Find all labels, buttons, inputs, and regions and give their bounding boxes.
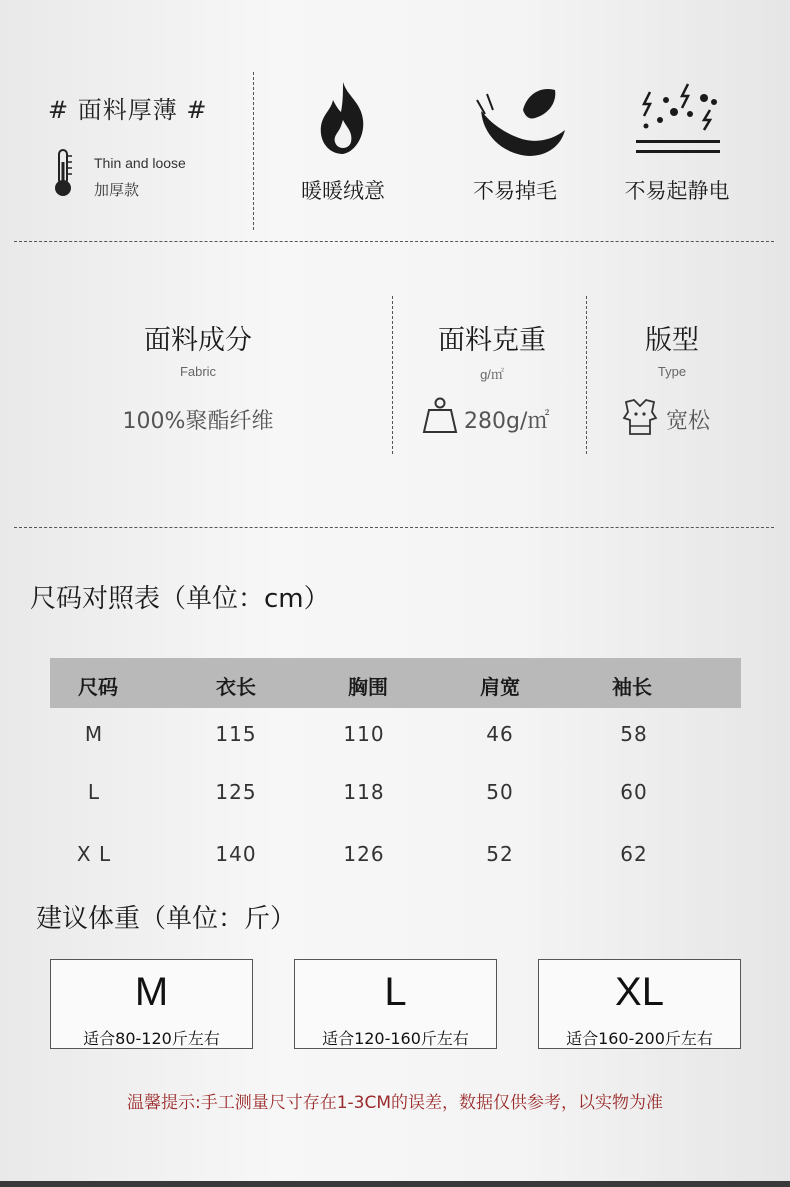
weight-box-range: 适合120-160斤左右 (322, 1029, 469, 1048)
feature-anti-static-label: 不易起静电 (624, 179, 730, 203)
cell-shoulder: 46 (486, 722, 514, 746)
weight-guide-title: 建议体重（单位：斤） (36, 904, 297, 934)
loose-fit-icon (622, 396, 658, 436)
header-shoulder: 肩宽 (480, 675, 520, 699)
feature-anti-static (602, 80, 752, 160)
weight-box-size: XL (615, 970, 664, 1014)
weight-value: 280g/㎡ (464, 409, 550, 434)
feather-icon (473, 80, 569, 160)
cell-sleeve: 62 (620, 842, 648, 866)
thermometer-icon (50, 148, 76, 198)
composition-value: 100%聚酯纤维 (122, 409, 274, 434)
composition-en: Fabric (179, 364, 217, 379)
size-chart-title: 尺码对照表（单位：cm） (30, 584, 330, 614)
weight-box-m (50, 959, 253, 1049)
divider (14, 527, 774, 528)
weight-box-size: M (134, 970, 169, 1014)
bottom-bar (0, 1181, 790, 1187)
feature-warm-label: 暖暖绒意 (301, 179, 385, 203)
cell-sleeve: 58 (620, 722, 648, 746)
cell-size: L (87, 780, 101, 804)
weight-box-xl (538, 959, 741, 1049)
header-size: 尺码 (78, 675, 118, 699)
type-en: Type (657, 364, 687, 379)
cell-shoulder: 52 (486, 842, 514, 866)
type-value: 宽松 (666, 409, 711, 434)
feature-no-shedding-label: 不易掉毛 (473, 179, 557, 203)
weight-unit: g/㎡ (480, 367, 504, 382)
weight-title: 面料克重 (438, 325, 546, 356)
type-title: 版型 (645, 325, 699, 356)
thickness-title: # 面料厚薄 # (48, 96, 208, 124)
feature-no-shedding (446, 80, 596, 160)
weight-box-range: 适合80-120斤左右 (83, 1029, 220, 1048)
static-spark-icon (632, 80, 722, 160)
header-sleeve: 袖长 (612, 675, 652, 699)
flame-icon (313, 80, 373, 156)
cell-chest: 118 (343, 780, 385, 804)
measurement-tip: 温馨提示:手工测量尺寸存在1-3CM的误差，数据仅供参考，以实物为准 (126, 1093, 664, 1113)
weight-box-size: L (384, 970, 407, 1014)
cell-sleeve: 60 (620, 780, 648, 804)
thickness-cn-label: 加厚款 (94, 181, 140, 199)
cell-chest: 110 (343, 722, 385, 746)
cell-size: X L (76, 842, 112, 866)
cell-length: 115 (215, 722, 257, 746)
header-length: 衣长 (216, 675, 256, 699)
cell-length: 140 (215, 842, 257, 866)
divider (14, 241, 774, 242)
feature-warm (268, 80, 418, 156)
weight-box-range: 适合160-200斤左右 (566, 1029, 713, 1048)
header-chest: 胸围 (348, 675, 388, 699)
cell-chest: 126 (343, 842, 385, 866)
cell-length: 125 (215, 780, 257, 804)
weight-icon (421, 396, 459, 436)
cell-size: M (84, 722, 104, 746)
weight-box-l (294, 959, 497, 1049)
divider (253, 72, 254, 230)
composition-title: 面料成分 (144, 325, 252, 356)
thickness-en-label: Thin and loose (94, 155, 186, 171)
cell-shoulder: 50 (486, 780, 514, 804)
